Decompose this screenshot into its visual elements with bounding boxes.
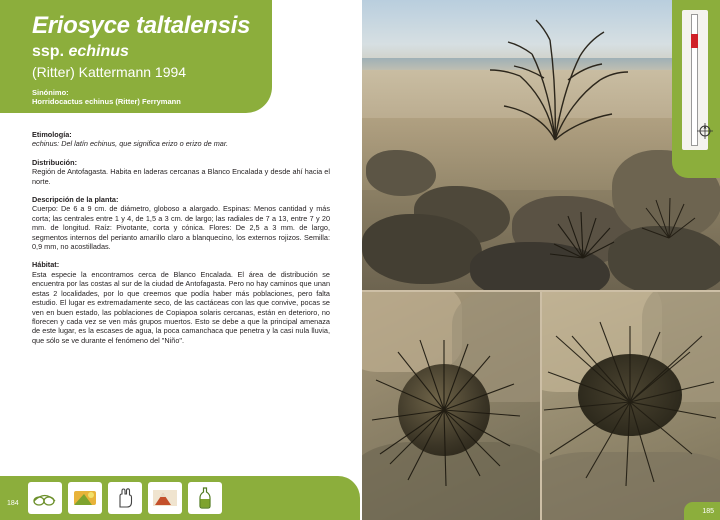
subspecies-epithet: echinus xyxy=(68,43,129,60)
authority-line: (Ritter) Kattermann 1994 xyxy=(32,64,187,80)
section-body: Cuerpo: De 6 a 9 cm. de diámetro, globoso a alargado. Espinas: Menos cantidad y más corta; las centrales entre 1 y 4, de 1,5 a 3 cm. de largo; las radiales de 7 a 13, entre 7 y 20 mm. de longitud. Raíz: Pivotante, corta y cónica. Flores: De 2,5 a 3 mm. de largo, segmentos internos del perianto amarillo claro a blanquecino, los externos rojizos. Semilla: 0,9 mm, no acostilladas. xyxy=(32,204,330,252)
subspecies-title xyxy=(32,43,129,61)
section-etimologia xyxy=(32,130,330,149)
synonym-value: Horridocactus echinus (Ritter) Ferrymann xyxy=(32,97,181,106)
cactus-clump xyxy=(640,196,698,240)
hand-size-icon xyxy=(108,482,142,514)
cactus-spines xyxy=(542,318,720,488)
right-page xyxy=(362,0,720,520)
section-heading: Descripción de la planta: xyxy=(32,195,119,205)
synonym-label: Sinónimo: xyxy=(32,88,69,97)
section-body: Esta especie la encontramos cerca de Blanco Encalada. El área de distribución se encuentra por las costas al sur de la ciudad de Antofagasta. Pero no hay caminos que unan estas 2 localidades, por lo que creemos que podía haber más poblaciones, pero falta estudio. El lugar es extremadamente seco, de las cactáceas con las que convive, pocas se ven en buen estado, las poblaciones de Copiapoa solaris cercanas, están en deterioro, no florecen y cada vez se ven más grupos muertos. Esto se debe a que la principal amenaza de este lugar, es la escases de agua, la poca camanchaca que penetra y la casi nula lluvia, que sólo se ve durante el fenómeno del "Niño". xyxy=(32,269,330,345)
distribution-marker xyxy=(691,34,698,48)
page-number-left: 184 xyxy=(7,500,19,507)
page-title: Eriosyce taltalensis xyxy=(32,12,251,39)
section-distribucion xyxy=(32,158,330,186)
section-body: echinus: Del latín echinus, que significa erizo o erizo de mar. xyxy=(32,139,229,149)
cactus-plant-main xyxy=(480,14,630,144)
section-body: Región de Antofagasta. Habita en laderas cercanas a Blanco Encalada y desde ahí hacia el norte. xyxy=(32,167,330,186)
habitat-overview-photo xyxy=(362,0,720,290)
icon-row xyxy=(28,482,222,514)
cactus-clump xyxy=(548,208,618,260)
sun-exposure-icon xyxy=(68,482,102,514)
page-number-right: 185 xyxy=(702,508,714,515)
map-background xyxy=(682,10,708,150)
body-text xyxy=(32,130,330,354)
habitat-rocky-icon xyxy=(28,482,62,514)
water-bottle-icon xyxy=(188,482,222,514)
icon-bar xyxy=(0,476,360,520)
cactus-spines xyxy=(368,334,528,494)
compass-icon xyxy=(696,122,714,140)
cactus-closeup-photo-right xyxy=(542,292,720,520)
section-heading: Hábitat: xyxy=(32,260,60,270)
mountain-altitude-icon xyxy=(148,482,182,514)
chile-distribution-map xyxy=(672,0,720,178)
title-block xyxy=(0,0,272,113)
section-heading: Distribución: xyxy=(32,157,77,167)
section-heading: Etimología: xyxy=(32,130,72,139)
subspecies-prefix: ssp. xyxy=(32,43,65,60)
section-descripcion xyxy=(32,195,330,251)
cactus-closeup-photo-left xyxy=(362,292,540,520)
section-habitat xyxy=(32,260,330,345)
